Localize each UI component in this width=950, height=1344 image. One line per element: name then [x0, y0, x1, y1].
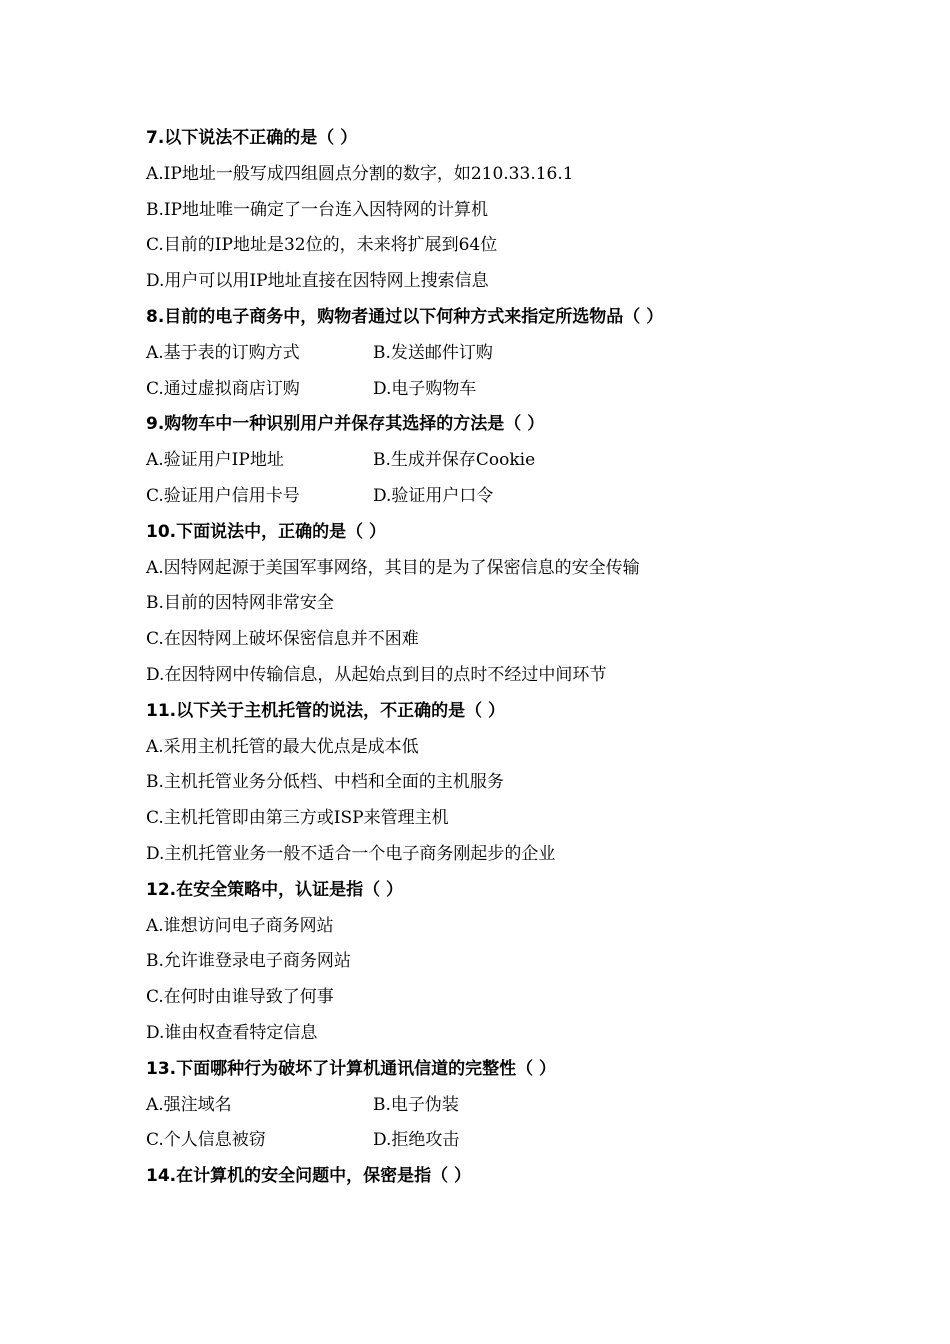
question-stem: 11.以下关于主机托管的说法，不正确的是（ ） [146, 700, 506, 721]
question-stem: 8.目前的电子商务中，购物者通过以下何种方式来指定所选物品（ ） [146, 306, 664, 327]
option: B.电子伪装 [373, 1094, 459, 1115]
option-row [146, 479, 866, 515]
option: A.采用主机托管的最大优点是成本低 [146, 736, 419, 757]
option-row [146, 1088, 866, 1124]
option: C.通过虚拟商店订购 [146, 378, 300, 399]
question-stem: 7.以下说法不正确的是（ ） [146, 128, 358, 148]
option: B.目前的因特网非常安全 [146, 593, 334, 614]
question-stem: 10.下面说法中，正确的是（ ） [146, 521, 387, 542]
option: A.基于表的订购方式 [146, 342, 300, 363]
option: C.个人信息被窃 [146, 1130, 266, 1151]
option: B.允许谁登录电子商务网站 [146, 951, 351, 972]
option-row [146, 443, 866, 479]
option: C.在因特网上破坏保密信息并不困难 [146, 629, 419, 650]
option: D.电子购物车 [373, 378, 477, 399]
option: A.强注域名 [146, 1094, 232, 1115]
option: C.在何时由谁导致了何事 [146, 987, 334, 1008]
option: A.IP地址一般写成四组圆点分割的数字，如210.33.16.1 [146, 163, 574, 184]
option: C.主机托管即由第三方或ISP来管理主机 [146, 808, 449, 829]
question-stem: 9.购物车中一种识别用户并保存其选择的方法是（ ） [146, 414, 545, 435]
option: B.发送邮件订购 [373, 342, 493, 363]
option: B.生成并保存Cookie [373, 450, 536, 471]
option: A.因特网起源于美国军事网络，其目的是为了保密信息的安全传输 [146, 557, 640, 578]
option-row [146, 1123, 866, 1159]
question-stem: 12.在安全策略中，认证是指（ ） [146, 879, 404, 900]
option: D.谁由权查看特定信息 [146, 1022, 318, 1043]
option: D.在因特网中传输信息，从起始点到目的点时不经过中间环节 [146, 664, 607, 685]
option-row [146, 372, 866, 408]
option: D.验证用户口令 [373, 485, 494, 506]
question-stem: 14.在计算机的安全问题中，保密是指（ ） [146, 1166, 472, 1187]
option: D.拒绝攻击 [373, 1130, 460, 1151]
question-stem: 13.下面哪种行为破坏了计算机通讯信道的完整性（ ） [146, 1058, 557, 1079]
option: A.谁想访问电子商务网站 [146, 915, 334, 936]
option: B.IP地址唯一确定了一台连入因特网的计算机 [146, 199, 489, 220]
option-row [146, 336, 866, 372]
option: C.验证用户信用卡号 [146, 485, 300, 506]
option: D.主机托管业务一般不适合一个电子商务刚起步的企业 [146, 843, 556, 864]
option: A.验证用户IP地址 [146, 450, 284, 471]
option: C.目前的IP地址是32位的，未来将扩展到64位 [146, 235, 498, 256]
exam-page [146, 121, 866, 1195]
option: D.用户可以用IP地址直接在因特网上搜索信息 [146, 271, 489, 292]
option: B.主机托管业务分低档、中档和全面的主机服务 [146, 772, 504, 793]
